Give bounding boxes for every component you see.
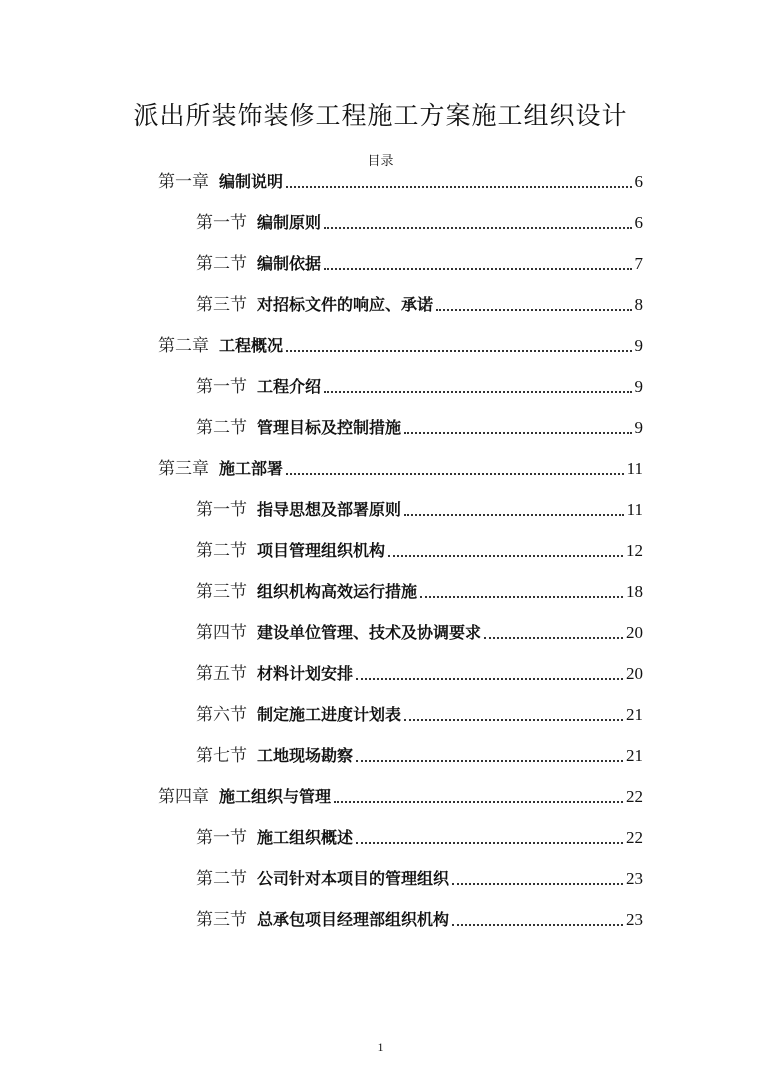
toc-dot-leader (324, 227, 631, 229)
toc-entry-title: 项目管理组织机构 (257, 541, 386, 560)
document-title: 派出所装饰装修工程施工方案施工组织设计 (133, 101, 628, 130)
toc-dot-leader (286, 473, 624, 475)
toc-entry-page: 7 (634, 254, 643, 273)
toc-entry-page: 9 (634, 377, 643, 396)
toc-entry-page: 20 (626, 623, 643, 642)
toc-dot-leader (388, 555, 623, 557)
toc-entry-title: 施工部署 (219, 459, 284, 478)
toc-entry-number: 第一节 (196, 500, 247, 520)
toc-entry-page: 12 (626, 541, 643, 560)
toc-entry-number: 第六节 (196, 705, 247, 725)
toc-entry-number: 第二章 (158, 336, 209, 356)
toc-entry-page: 8 (634, 295, 643, 314)
toc-entry-number: 第一节 (196, 377, 247, 397)
toc-entry-title: 编制依据 (257, 254, 322, 273)
toc-dot-leader (404, 432, 631, 434)
toc-entry[interactable] (196, 252, 643, 276)
toc-entry[interactable] (196, 498, 643, 522)
toc-dot-leader (404, 514, 624, 516)
toc-dot-leader (452, 883, 623, 885)
toc-entry-title: 编制原则 (257, 213, 322, 232)
toc-entry-number: 第二节 (196, 541, 247, 561)
toc-dot-leader (484, 637, 623, 639)
toc-entry-title: 材料计划安排 (257, 664, 354, 683)
toc-entry[interactable] (196, 416, 643, 440)
toc-entry-title: 施工组织与管理 (219, 787, 332, 806)
toc-entry-title: 编制说明 (219, 172, 284, 191)
toc-entry-page: 20 (626, 664, 643, 683)
toc-entry-page: 6 (634, 213, 643, 232)
toc-entry[interactable] (158, 457, 643, 481)
toc-entry-number: 第三节 (196, 295, 247, 315)
toc-entry-page: 11 (626, 459, 643, 478)
toc-entry-title: 组织机构高效运行措施 (257, 582, 418, 601)
toc-dot-leader (356, 842, 623, 844)
toc-entry-number: 第一节 (196, 213, 247, 233)
toc-entry[interactable] (196, 867, 643, 891)
toc-entry-number: 第一章 (158, 172, 209, 192)
toc-entry[interactable] (196, 703, 643, 727)
toc-entry-number: 第四节 (196, 623, 247, 643)
toc-entry[interactable] (196, 621, 643, 645)
toc-entry-number: 第二节 (196, 869, 247, 889)
toc-entry-page: 11 (626, 500, 643, 519)
toc-entry[interactable] (196, 293, 643, 317)
toc-entry-page: 6 (634, 172, 643, 191)
toc-entry[interactable] (196, 908, 643, 932)
toc-entry-page: 22 (626, 828, 643, 847)
toc-entry-title: 对招标文件的响应、承诺 (257, 295, 434, 314)
toc-entry[interactable] (196, 580, 643, 604)
toc-entry-title: 工程概况 (219, 336, 284, 355)
toc-entry-title: 指导思想及部署原则 (257, 500, 402, 519)
toc-entry[interactable] (158, 170, 643, 194)
toc-entry[interactable] (196, 744, 643, 768)
toc-entry-title: 管理目标及控制措施 (257, 418, 402, 437)
toc-dot-leader (420, 596, 623, 598)
toc-entry-number: 第二节 (196, 254, 247, 274)
toc-entry-title: 工地现场勘察 (257, 746, 354, 765)
toc-dot-leader (324, 391, 631, 393)
toc-dot-leader (286, 350, 631, 352)
toc-dot-leader (436, 309, 631, 311)
toc-entry[interactable] (196, 539, 643, 563)
toc-entry-number: 第二节 (196, 418, 247, 438)
toc-entry-page: 21 (626, 746, 643, 765)
toc-heading: 目录 (367, 154, 394, 169)
toc-entry-title: 总承包项目经理部组织机构 (257, 910, 450, 929)
toc-entry[interactable] (196, 662, 643, 686)
toc-dot-leader (334, 801, 623, 803)
toc-dot-leader (356, 760, 623, 762)
toc-entry-page: 21 (626, 705, 643, 724)
page-number: 1 (377, 1040, 384, 1054)
toc-entry-number: 第三节 (196, 910, 247, 930)
toc-dot-leader (404, 719, 623, 721)
toc-dot-leader (286, 186, 631, 188)
toc-entry-number: 第三章 (158, 459, 209, 479)
toc-entry-page: 9 (634, 336, 643, 355)
toc-entry[interactable] (196, 375, 643, 399)
toc-entry[interactable] (196, 211, 643, 235)
toc-entry-number: 第五节 (196, 664, 247, 684)
toc-entry-number: 第四章 (158, 787, 209, 807)
toc-dot-leader (324, 268, 631, 270)
toc-entry-number: 第一节 (196, 828, 247, 848)
toc-entry-page: 22 (626, 787, 643, 806)
toc-entry-number: 第七节 (196, 746, 247, 766)
toc-entry-page: 9 (634, 418, 643, 437)
toc-entry-title: 公司针对本项目的管理组织 (257, 869, 450, 888)
toc-entry-page: 23 (626, 869, 643, 888)
toc-dot-leader (356, 678, 623, 680)
toc-entry-number: 第三节 (196, 582, 247, 602)
toc-entry[interactable] (158, 785, 643, 809)
toc-entry[interactable] (196, 826, 643, 850)
toc-dot-leader (452, 924, 623, 926)
toc-entry[interactable] (158, 334, 643, 358)
toc-entry-page: 23 (626, 910, 643, 929)
toc-entry-title: 建设单位管理、技术及协调要求 (257, 623, 482, 642)
toc-entry-title: 工程介绍 (257, 377, 322, 396)
toc-entry-title: 施工组织概述 (257, 828, 354, 847)
toc-entry-page: 18 (626, 582, 643, 601)
toc-entry-title: 制定施工进度计划表 (257, 705, 402, 724)
